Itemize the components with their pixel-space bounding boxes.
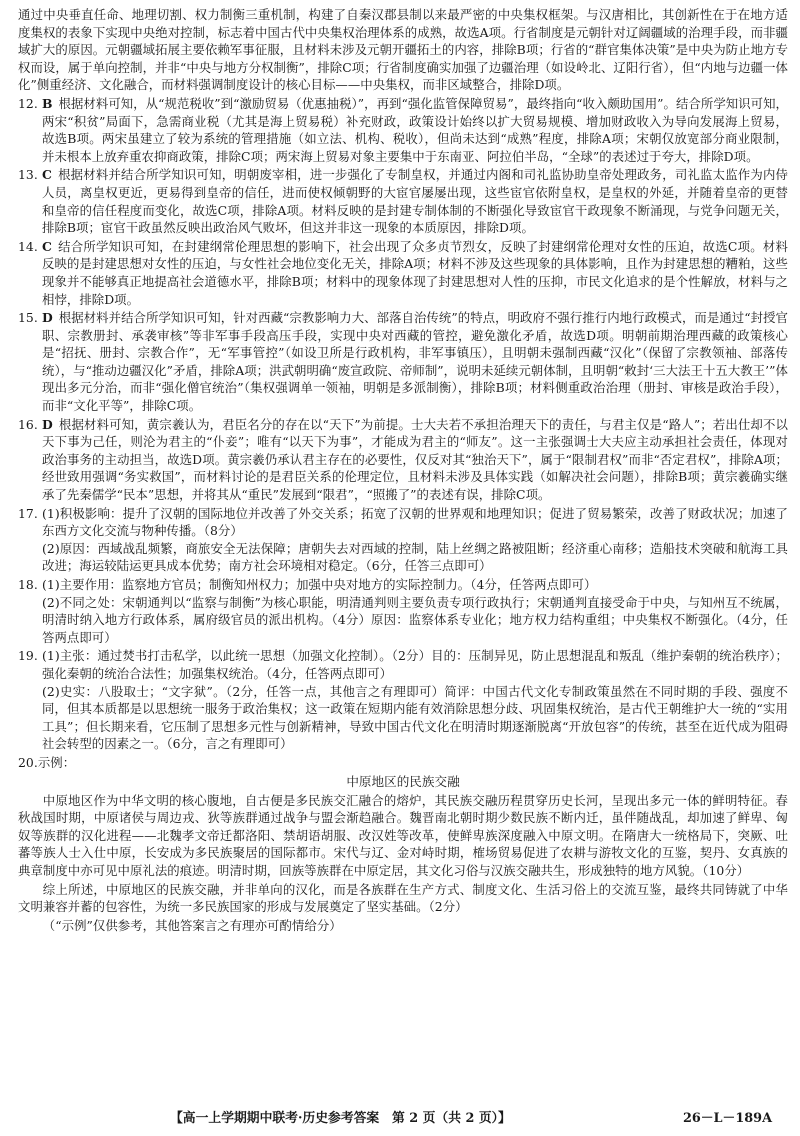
sub-answer-1: (1)积极影响：提升了汉朝的国际地位并改善了外交关系；拓宽了汉朝的世界观和地理知识；促进了贸易繁荣，改善了财政状况；加速了东西方文化交流与物种传播。（8分）	[42, 505, 788, 539]
answer-key-page	[18, 6, 788, 935]
answer-choice: C	[42, 238, 52, 254]
answer-choice: B	[42, 95, 53, 111]
sub-answer-2: (2)原因：西域战乱频繁，商旅安全无法保障；唐朝失去对西域的控制，陆上丝绸之路被阻断；经济重心南移；造船技术突破和航海工具改进；海运较陆运更具成本优势；南方社会环境相对稳定。（6分，任答三点即可）	[42, 540, 788, 574]
item-number: 17.	[18, 505, 38, 521]
footer-title: 【高一上学期期中联考·历史参考答案 第 2 页（共 2 页）】	[170, 1111, 511, 1126]
answer-item-13	[18, 166, 788, 236]
item-number: 19.	[18, 648, 38, 664]
page-footer	[0, 1107, 800, 1129]
answer-explanation: 结合所学知识可知，在封建纲常伦理思想的影响下，社会出现了众多贞节烈女，反映了封建纲常伦理对女性的压迫，故选C项。材料反映的是封建思想对女性的压迫，与女性社会地位变化无关，排除A项；材料不涉及这些现象的具体影响，且作为封建思想的糟粕，这些现象并不能够真正地提高社会道德水平，排除B项；材料中的现象体现了封建思想对人性的压抑，市民文化追求的是个性解放，材料与之相悖，排除D项。	[42, 238, 788, 307]
answer-item-12	[18, 95, 788, 165]
item-number: 12.	[18, 95, 38, 111]
essay-paragraph-2: 综上所述，中原地区的民族交融，并非单向的汉化，而是各族群在生产方式、制度文化、生活习俗上的交流互鉴，最终共同铸就了中华文明兼容并蓄的包容性，为统一多民族国家的形成与发展奠定了坚实基础。（2分）	[18, 881, 788, 915]
answer-explanation: 根据材料并结合所学知识可知，针对西藏“宗教影响力大、部落自治传统”的特点，明政府不强行推行内地行政模式，而是通过“封授官职、宗教册封、承袭审核”等非军事手段高压手段，实现中央对西藏的管控，避免激化矛盾，故选D项。明朝前期治理西藏的政策核心是“招抚、册封、宗教合作”，无“军事管控”（如设卫所是行政机构，非军事镇压），且明朝未强制西藏“汉化”（保留了宗教领袖、部落传统），与“推动边疆汉化”矛盾，排除A项；洪武朝明确“废宣政院、帝师制”，说明未延续元朝体制，且明朝“敕封‘三大法王十五大教王’”体现出多元分治，而非“强化僧官统治”（集权强调单一领袖，明朝是多派制衡），排除B项；材料侧重政治治理（册封、审核是政治手段），而非“文化平等”，排除C项。	[42, 310, 788, 414]
answer-item-20-label: 20.示例：	[18, 754, 76, 770]
item-number: 13.	[18, 167, 38, 183]
item-number: 18.	[18, 577, 38, 592]
answer-choice: D	[42, 416, 53, 432]
item-number: 16.	[18, 416, 38, 432]
answer-item-17	[18, 505, 788, 575]
answer-item-14	[18, 238, 788, 308]
answer-explanation: 根据材料可知，黄宗羲认为，君臣名分的存在以“天下”为前提。士大夫若不承担治理天下的责任，与君主仅是“路人”；若出仕却不以天下事为己任，则沦为君主的“仆妾”；唯有“以天下为事”，才能成为君主的“师友”。这一主张强调士大夫应主动承担社会责任，体现对政治事务的主动担当，故选D项。黄宗羲仍承认君主存在的必要性，仅反对其“独治天下”，属于“限制君权”而非“否定君权”，排除A项；经世致用强调“务实救国”，而材料讨论的是君臣关系的伦理定位，且材料未涉及具体实践（如解决社会问题），排除B项；黄宗羲确实继承了先秦儒学“民本”思想，并将其从“重民”发展到“限君”，“照搬了”的表述有误，排除C项。	[42, 416, 788, 503]
answer-choice: C	[42, 167, 52, 183]
footer-code: 26－L－189A	[682, 1111, 772, 1126]
essay-title: 中原地区的民族交融	[346, 773, 460, 789]
item-number: 14.	[18, 238, 38, 254]
answer-item-19	[18, 647, 788, 753]
sub-answer-2: (2)不同之处：宋朝通判以“监察与制衡”为核心职能，明清通判则主要负责专项行政执行；宋朝通判直接受命于中央，与知州互不统属，明清时纳入地方行政体系，属府级官员的派出机构。（4分）原因：监察体系专业化；地方权力结构重组；中央集权不断强化。（4分，任答两点即可）	[42, 594, 788, 645]
essay-paragraph-1: 中原地区作为中华文明的核心腹地，自古便是多民族交汇融合的熔炉，其民族交融历程贯穿历史长河，呈现出多元一体的鲜明特征。春秋战国时期，中原诸侯与周边戎、狄等族群通过战争与盟会渐趋融合。魏晋南北朝时期少数民族不断内迁，虽伴随战乱，却加速了鲜卑、匈奴等族群的汉化进程——北魏孝文帝迁都洛阳、禁胡语胡服、改汉姓等改革，使鲜卑族深度融入中原文明。在隋唐大一统格局下，突厥、吐蕃等族人士入仕中原，长安成为多民族聚居的国际都市。宋代与辽、金对峙时期，榷场贸易促进了农耕与游牧文化的互鉴，契丹、女真族的典章制度中亦可见中原礼法的痕迹。明清时期，回族等族群在中原定居，其文化习俗与汉族交融共生，形成独特的地方风貌。（10分）	[18, 792, 788, 878]
sub-answer-1: (1)主要作用：监察地方官员；制衡知州权力；加强中央对地方的实际控制力。（4分，任答两点即可）	[42, 577, 597, 592]
sub-answer-2: (2)史实：八股取士；“文字狱”。（2分，任答一点，其他言之有理即可）简评：中国古代文化专制政策虽然在不同时期的手段、强度不同，但其本质都是以思想统一服务于政治集权；这一政策在短期内能有效消除思想分歧、巩固集权统治，是古代王朝维护大一统的“实用工具”；但长期来看，它压制了思想多元性与创新精神，导致中国古代文化在明清时期逐渐脱离“开放包容”的传统，甚至在近代成为阻碍社会转型的因素之一。（6分，言之有理即可）	[42, 683, 788, 752]
answer-item-16	[18, 416, 788, 504]
answer-item-18	[18, 576, 788, 646]
item-number: 15.	[18, 310, 38, 326]
essay-note: （“示例”仅供参考，其他答案言之有理亦可酌情给分）	[42, 917, 342, 933]
answer-choice: D	[42, 310, 53, 326]
q11-continuation: 通过中央垂直任命、地理切割、权力制衡三重机制，构建了自秦汉郡县制以来最严密的中央集权框架。与汉唐相比，其创新性在于在地方适度集权的表象下实现中央绝对控制，标志着中国古代中央集权治理体系的成熟，故选A项。行省制度是元朝针对辽阔疆域的治理手段，而非疆域扩大的原因。元朝疆域拓展主要依赖军事征服，且材料未涉及元朝开疆拓土的内容，排除B项；行省的“群官集体决策”是中央为防止地方专权而设，属于单向控制，并非“中央与地方分权制衡”，排除C项；行省制度确实加强了边疆治理（如设岭北、辽阳行省），但“内地与边疆一体化”侧重经济、文化融合，而材料强调制度设计的核心目标——中央集权，而非区域整合，排除D项。	[18, 7, 788, 93]
answer-explanation: 根据材料可知，从“规范税收”到“激励贸易（优惠抽税）”，再到“强化监管保障贸易”，最终指向“收入颇助国用”。结合所学知识可知，两宋“积贫”局面下，急需商业税（尤其是海上贸易税）补充财政，政策设计始终以扩大贸易规模、增加财政收入为导向发展海上贸易，故选B项。两宋虽建立了较为系统的管理措施（如立法、机构、税收），但尚未达到“成熟”程度，排除A项；宋朝仅放宽部分商业限制，并未根本上放弃重农抑商政策，排除C项；两宋海上贸易对象主要集中于东南亚、阿拉伯半岛，“全球”的表述过于夸大，排除D项。	[42, 95, 788, 164]
sub-answer-1: (1)主张：通过焚书打击私学，以此统一思想（加强文化控制）。（2分）目的：压制异见，防止思想混乱和叛乱（维护秦朝的统治秩序）；强化秦朝的统治合法性；加强集权统治。（4分，任答两点即可）	[42, 648, 788, 681]
answer-explanation: 根据材料并结合所学知识可知，明朝废宰相，进一步强化了专制皇权，并通过内阁和司礼监协助皇帝处理政务，司礼监太监作为内侍人员，离皇权更近，更易得到皇帝的信任，进而使权倾朝野的大宦官屡屡出现，这些宦官依附皇权，是皇权的外延，并随着皇帝的更替和皇帝的信任程度而变化，故选C项，排除A项。材料反映的是封建专制体制的不断强化导致宦官干政现象不断涌现，与党争问题无关，排除B项；宦官干政虽然反映出政治风气败坏，但这并非这一现象的本质原因，排除D项。	[42, 167, 788, 236]
answer-item-15	[18, 309, 788, 415]
